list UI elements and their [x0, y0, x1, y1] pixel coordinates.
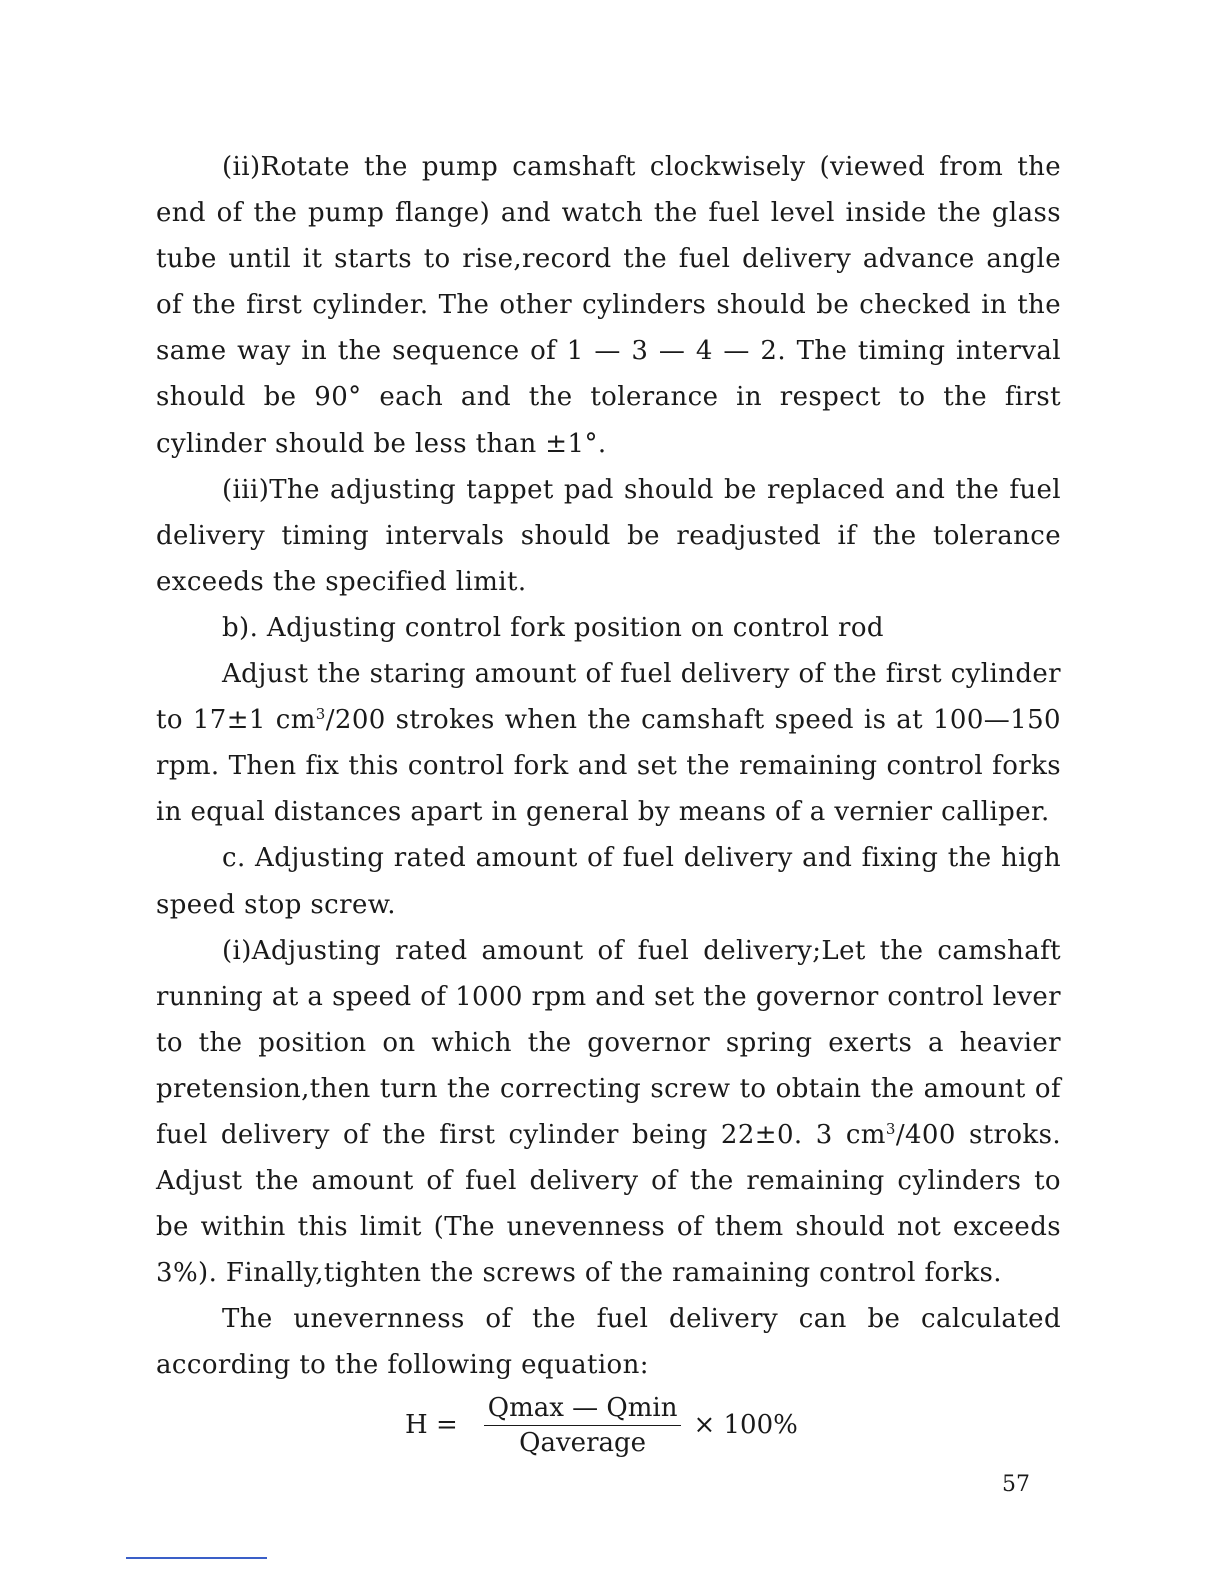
footer-rule [126, 1557, 267, 1559]
equation-fraction [484, 1393, 682, 1458]
superscript-cube: 3 [315, 705, 326, 724]
paragraph-pump-camshaft-rotation: (ii)Rotate the pump camshaft clockwisely (viewed from the end of the pump flange) and watch the fuel level inside the glass tube until it starts to rise,record the fuel delivery advance angle of the first cylinder. The other cylinders should be checked in the same way in the sequence of 1 — 3 — 4 — 2. The timing interval should be 90° each and the tolerance in respect to the first cylinder should be less than ±1°. [156, 152, 1061, 459]
paragraph-unevenness-intro: The unevernness of the fuel delivery can be calculated according to the following equation: [156, 1304, 1061, 1381]
equation-numerator: Qmax — Qmin [484, 1393, 682, 1426]
section-heading-control-fork: b). Adjusting control fork position on control rod [222, 612, 884, 643]
superscript-cube: 3 [885, 1119, 896, 1138]
page-number: 57 [1002, 1472, 1030, 1497]
body-text [156, 144, 1061, 1389]
paragraph-starting-fuel-delivery: Adjust the staring amount of fuel delivery of the first cylinder to 17±1 $cm^3/200$ strokes when the camshaft speed is at 100—150 rpm. Then fix this control fork and set the remaining control forks in equal distances apart in general by means of a vernier calliper. [156, 659, 1061, 828]
unevenness-equation [405, 1390, 798, 1460]
section-heading-rated-delivery: c. Adjusting rated amount of fuel delivery and fixing the high speed stop screw. [156, 843, 1061, 920]
equation-denominator: Qaverage [519, 1427, 647, 1458]
equation-multiplier: × 100% [693, 1410, 798, 1440]
paragraph-rated-fuel-delivery: (i)Adjusting rated amount of fuel delivery;Let the camshaft running at a speed of 1000 rpm and set the governor control lever to the position on which the governor spring exerts a heavier pretension,then turn the correcting screw to obtain the amount of fuel delivery of the first cylinder being 22±0. 3 $cm^3/400$ stroks. Adjust the amount of fuel delivery of the remaining cylinders to be within this limit (The unevenness of them should not exceeds 3%). Finally,tighten the screws of the ramaining control forks. [156, 935, 1061, 1289]
equation-lhs: H = [405, 1410, 458, 1440]
paragraph-tappet-adjustment: (iii)The adjusting tappet pad should be replaced and the fuel delivery timing intervals should be readjusted if the tolerance exceeds the specified limit. [156, 474, 1061, 597]
